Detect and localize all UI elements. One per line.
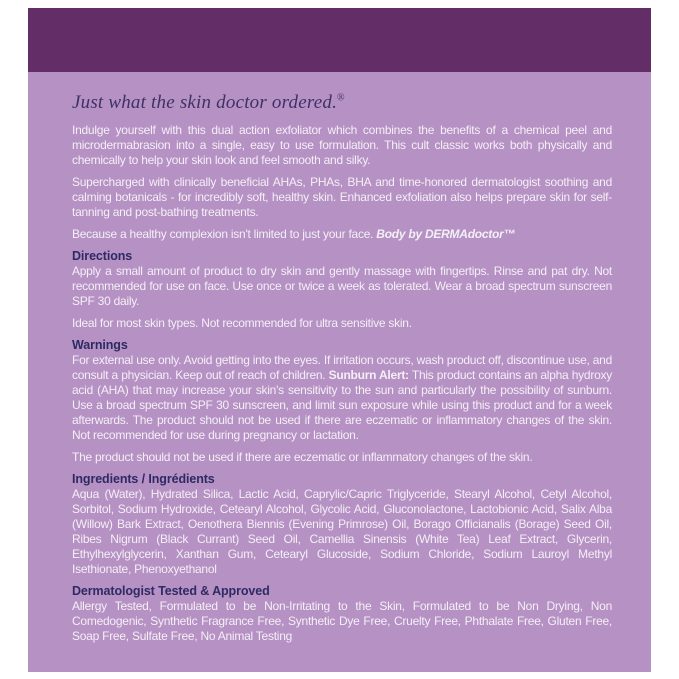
warnings-heading: Warnings [72, 338, 128, 352]
dermatologist-claims: Allergy Tested, Formulated to be Non-Irritating to the Skin, Formulated to be Non Drying, Non Comedogenic, Synthetic Fragrance Free, Synthetic Dye Free, Cruelty Free, Phthalate Free, Gluten Free, Soap Free, Sulfate Free, No Animal Testing [72, 599, 612, 643]
brand-tagline [72, 92, 612, 114]
tagline-text: Just what the skin doctor ordered. [72, 92, 338, 113]
intro-section [72, 123, 612, 242]
brand-name-body-by-dermadoctor: Body by DERMAdoctor™ [376, 227, 516, 241]
sunburn-alert-label: Sunburn Alert: [328, 368, 409, 382]
intro-paragraph-3 [72, 227, 612, 242]
ingredients-heading: Ingredients / Ingrédients [72, 472, 215, 486]
label-content [28, 72, 651, 644]
directions-section [72, 249, 612, 331]
intro-paragraph-1: Indulge yourself with this dual action exfoliator which combines the benefits of a chemical peel and microdermabrasion into a single, easy to use formulation. This cult classic works both physically and chemically to help your skin look and feel smooth and silky. [72, 123, 612, 167]
directions-paragraph-1: Apply a small amount of product to dry skin and gently massage with fingertips. Rinse and pat dry. Not recommended for use on face. Use once or twice a week as tolerated. Wear a broad spectrum sunscreen SPF 30 daily. [72, 264, 612, 308]
intro-paragraph-3-text: Because a healthy complexion isn't limited to just your face. [72, 227, 377, 241]
warnings-paragraph-2: The product should not be used if there are eczematic or inflammatory changes of the skin. [72, 450, 533, 464]
dermatologist-heading: Dermatologist Tested & Approved [72, 584, 270, 598]
directions-heading: Directions [72, 249, 133, 263]
registered-trademark-symbol: ® [337, 92, 345, 104]
warnings-text-before-alert: For external use only. Avoid getting into the eyes. If irritation occurs, wash product off, discontinue use, and consult a physician. Keep out of reach of children. [72, 353, 612, 382]
header-color-band [28, 8, 651, 72]
warnings-section [72, 338, 612, 465]
dermatologist-section [72, 584, 612, 644]
directions-paragraph-2: Ideal for most skin types. Not recommended for ultra sensitive skin. [72, 316, 412, 330]
intro-paragraph-2: Supercharged with clinically beneficial AHAs, PHAs, BHA and time-honored dermatologist soothing and calming botanicals - for incredibly soft, healthy skin. Enhanced exfoliation also helps prepare skin for self-tanning and post-bathing treatments. [72, 175, 612, 219]
ingredients-section [72, 472, 612, 577]
product-back-label [28, 8, 651, 672]
warnings-paragraph-1 [72, 353, 612, 443]
ingredients-list: Aqua (Water), Hydrated Silica, Lactic Acid, Caprylic/Capric Triglyceride, Stearyl Alcohol, Cetyl Alcohol, Sorbitol, Sodium Hydroxide, Cetearyl Alcohol, Glycolic Acid, Gluconolactone, Lactobionic Acid, Salix Alba (Willow) Bark Extract, Oenothera Biennis (Evening Primrose) Oil, Borago Officianalis (Borage) Seed Oil, Ribes Nigrum (Black Currant) Seed Oil, Camellia Sinensis (White Tea) Leaf Extract, Glycerin, Ethylhexylglycerin, Xanthan Gum, Cetearyl Glucoside, Sodium Chloride, Sodium Lauroyl Methyl Isethionate, Phenoxyethanol [72, 487, 612, 576]
warnings-text-after-alert: This product contains an alpha hydroxy acid (AHA) that may increase your skin's sensitivity to the sun and particularly the possibility of sunburn. Use a broad spectrum SPF 30 sunscreen, and limit sun exposure while using this product and for a week afterwards. The product should not be used if there are eczematic or inflammatory changes of the skin. Not recommended for use during pregnancy or lactation. [72, 368, 612, 442]
